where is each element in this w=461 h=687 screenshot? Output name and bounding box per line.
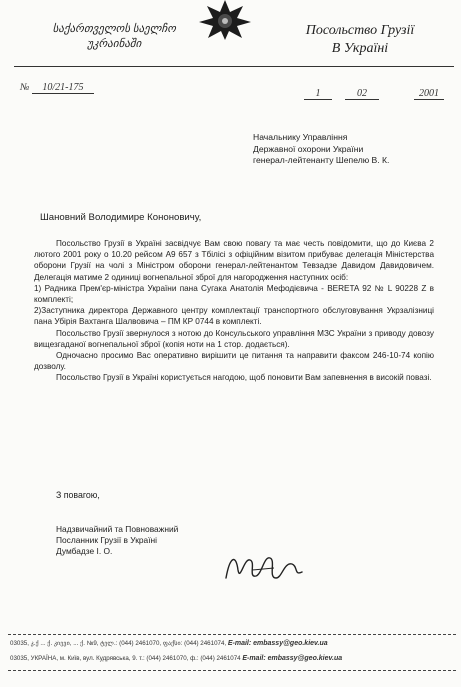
letter-date bbox=[304, 88, 444, 100]
footer-georgian bbox=[10, 640, 456, 647]
letterhead-divider bbox=[14, 66, 454, 67]
addressee-block bbox=[253, 132, 453, 167]
letterhead-ukrainian bbox=[285, 22, 435, 58]
handwritten-signature bbox=[222, 548, 312, 588]
body-paragraph-4: Посольство Грузії в Україні користується нагодою, щоб поновити Вам запевнення в високій повазі. bbox=[56, 373, 432, 383]
signer-block bbox=[56, 524, 178, 557]
addressee-line1: Начальнику Управління bbox=[253, 132, 348, 142]
body-list-item-1: 1) Радника Прем'єр-міністра України пана Сугака Анатолія Мефодієвича - BERETA 92 № L 90228 Z в комплекті; bbox=[34, 283, 434, 305]
letterhead-georgian-line2: უკრაინაში bbox=[86, 38, 142, 50]
footer-georgian-email: E-mail: embassy@geo.kiev.ua bbox=[227, 640, 328, 647]
reference-prefix: № bbox=[20, 82, 30, 93]
footer-ukrainian-address: 03035, УКРАЇНА, м. Київ, вул. Кудрявська, 9. т.: (044) 2461070, ф.: (044) 2461074 bbox=[10, 655, 241, 662]
body-paragraph-1: Посольство Грузії в Україні засвідчує Вам свою повагу та має честь повідомити, що до Києва 2 лютого 2001 року о 10.20 рейсом А9 657 з Тбілісі з офіційним візитом прибуває делегація Міністерства оборони Грузії на чолі з Міністром оборони генерал-лейтенантом Тевзадзе Давидом Давидовичем. Делегація матиме 2 одиниці вогнепальної зброї для нагородження наступних осіб: bbox=[34, 239, 434, 282]
reference-value: 10/21-175 bbox=[32, 82, 94, 94]
signer-line3: Думбадзе І. О. bbox=[56, 546, 113, 556]
letterhead-ukrainian-line1: Посольство Грузії bbox=[305, 23, 415, 38]
date-day: 1 bbox=[304, 88, 332, 100]
addressee-line2: Державної охорони України bbox=[253, 143, 364, 154]
letterhead-ukrainian-line2: В Україні bbox=[331, 41, 389, 56]
salutation: Шановний Володимире Кононовичу, bbox=[40, 212, 202, 223]
reference-number bbox=[20, 82, 94, 94]
body-paragraph-2: Посольство Грузії звернулося з нотою до Консульського управління МЗС України з приводу довозу вищезгаданої вогнепальної зброї (копія ноти на 1 стор. додається). bbox=[34, 328, 434, 349]
letterhead-georgian-line1: საქართველოს საელჩო bbox=[52, 23, 176, 35]
footer-ukrainian-email: E-mail: embassy@geo.kiev.ua bbox=[242, 655, 343, 662]
body-list-item-2: 2)Заступника директора Державного центру комплектації транспортного обслуговування Укрзалізниці пана Убірія Вахтанга Шалвовича – ПМ КР 0744 в комплекті. bbox=[34, 306, 434, 327]
closing: З повагою, bbox=[56, 490, 100, 500]
letter-body bbox=[34, 238, 434, 384]
letterhead-georgian bbox=[44, 22, 184, 52]
signer-line1: Надзвичайний та Повноважний bbox=[56, 524, 179, 534]
footer-georgian-address: 03035, კ.ქ ... ქ. კიევი, ... ქ. №9, ტელ.: (044) 2461070, ფაქსი: (044) 2461074, bbox=[10, 640, 227, 647]
addressee-line3: генерал-лейтенанту Шепелю В. К. bbox=[253, 155, 390, 165]
signer-line2: Посланник Грузії в Україні bbox=[56, 535, 158, 545]
body-paragraph-3: Одночасно просимо Вас оперативно вирішити це питання та направити факсом 246-10-74 копію дозволу. bbox=[34, 351, 434, 372]
footer-divider-top bbox=[8, 634, 456, 635]
footer-ukrainian bbox=[10, 655, 456, 662]
footer-divider-bottom bbox=[8, 670, 456, 671]
date-year: 2001 bbox=[414, 88, 444, 100]
embassy-emblem bbox=[197, 0, 253, 40]
date-month: 02 bbox=[345, 88, 379, 100]
